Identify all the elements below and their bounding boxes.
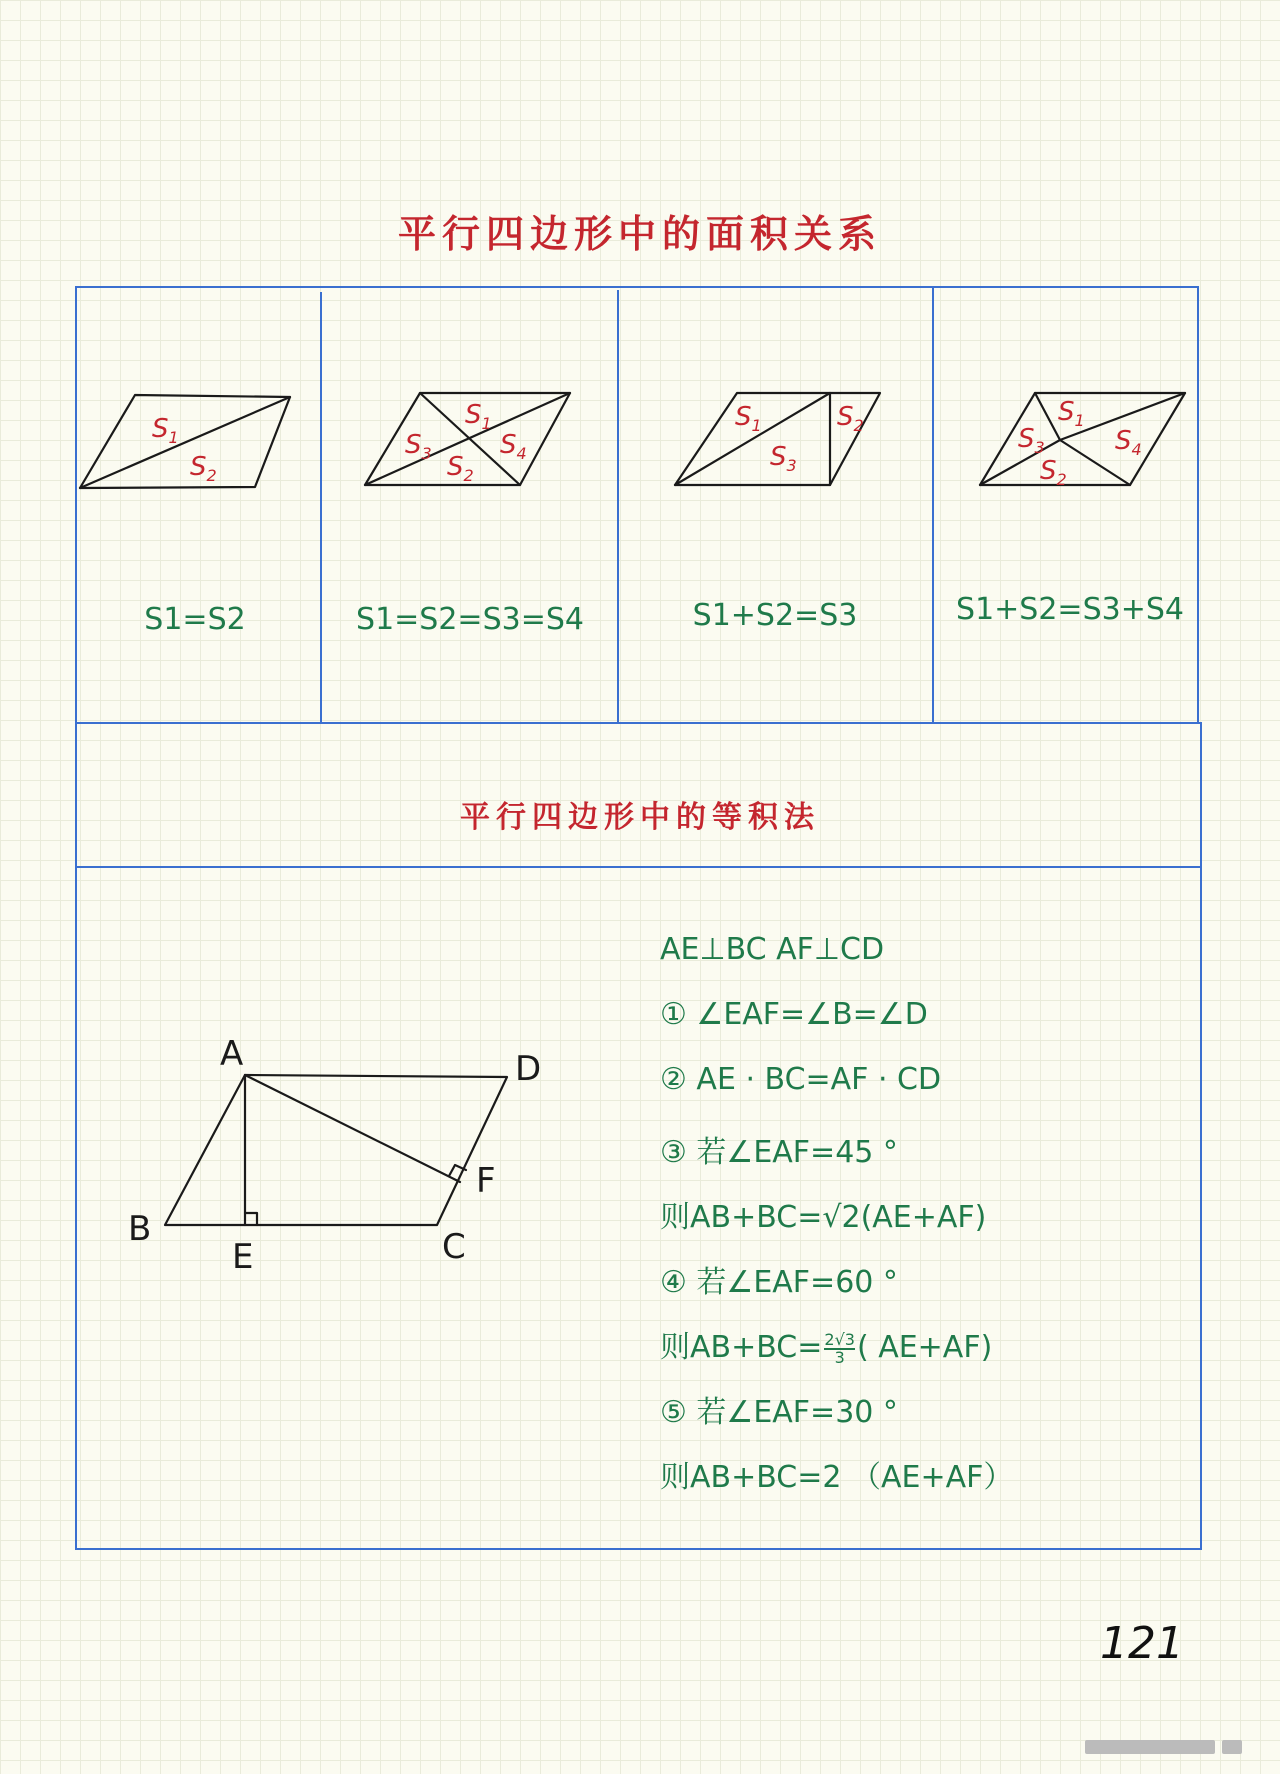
divider xyxy=(617,290,619,724)
point-c: C xyxy=(442,1227,466,1267)
divider xyxy=(932,288,934,724)
property-3: ③ 若∠EAF=45 ° xyxy=(660,1135,898,1170)
parallelogram-diagonal-diagram xyxy=(70,385,310,495)
formula-panel-4: S1+S2=S3+S4 xyxy=(956,592,1184,627)
point-d: D xyxy=(515,1049,542,1089)
divider xyxy=(320,292,322,724)
property-3-result: 则AB+BC=√2(AE+AF) xyxy=(660,1200,987,1235)
point-b: B xyxy=(128,1209,152,1249)
property-4-result xyxy=(660,1322,992,1366)
watermark xyxy=(1085,1740,1215,1754)
label-s4: $S_4$ xyxy=(500,430,527,463)
label-s2: $S_2$ xyxy=(190,452,217,485)
property-5-result: 则AB+BC=2 （AE+AF） xyxy=(660,1460,1014,1495)
watermark xyxy=(1222,1740,1242,1754)
formula-panel-1: S1=S2 xyxy=(144,602,246,637)
label-s1: $S_1$ xyxy=(1058,397,1085,430)
property-4: ④ 若∠EAF=60 ° xyxy=(660,1265,898,1300)
formula-panel-3: S1+S2=S3 xyxy=(692,598,858,633)
label-s2: $S_2$ xyxy=(1040,456,1067,489)
area-relation-table xyxy=(75,286,1199,724)
point-f: F xyxy=(476,1161,496,1201)
main-title: 平行四边形中的面积关系 xyxy=(397,212,882,256)
point-a: A xyxy=(220,1034,244,1074)
label-s2: $S_2$ xyxy=(837,402,864,435)
label-s3: $S_3$ xyxy=(1018,424,1045,457)
sub-title: 平行四边形中的等积法 xyxy=(460,800,820,835)
parallelogram-triangle-diagram xyxy=(665,385,895,495)
formula-panel-2: S1=S2=S3=S4 xyxy=(356,602,584,637)
label-s2: $S_2$ xyxy=(447,452,474,485)
label-s3: $S_3$ xyxy=(770,442,797,475)
page-number: 121 xyxy=(1100,1618,1184,1669)
point-e: E xyxy=(232,1237,254,1277)
property-5: ⑤ 若∠EAF=30 ° xyxy=(660,1395,898,1430)
fraction-numerator: 2√3 xyxy=(824,1329,855,1349)
label-s1: $S_1$ xyxy=(465,400,492,433)
parallelogram-point-diagram xyxy=(970,385,1200,495)
property-1: ① ∠EAF=∠B=∠D xyxy=(660,997,928,1032)
parallelogram-heights-diagram xyxy=(120,1030,580,1280)
property-2: ② AE · BC=AF · CD xyxy=(660,1062,942,1097)
label-s1: $S_1$ xyxy=(152,414,179,447)
given-condition: AE⊥BC AF⊥CD xyxy=(660,932,885,967)
label-s1: $S_1$ xyxy=(735,402,762,435)
fraction xyxy=(824,1329,855,1367)
label-s4: $S_4$ xyxy=(1115,426,1142,459)
divider xyxy=(75,866,1202,868)
parallelogram-two-diagonals-diagram xyxy=(355,385,595,495)
property-4-prefix: 则AB+BC= xyxy=(660,1330,823,1365)
fraction-denominator: 3 xyxy=(834,1347,845,1367)
property-4-suffix: ( AE+AF) xyxy=(856,1330,993,1365)
label-s3: $S_3$ xyxy=(405,430,432,463)
